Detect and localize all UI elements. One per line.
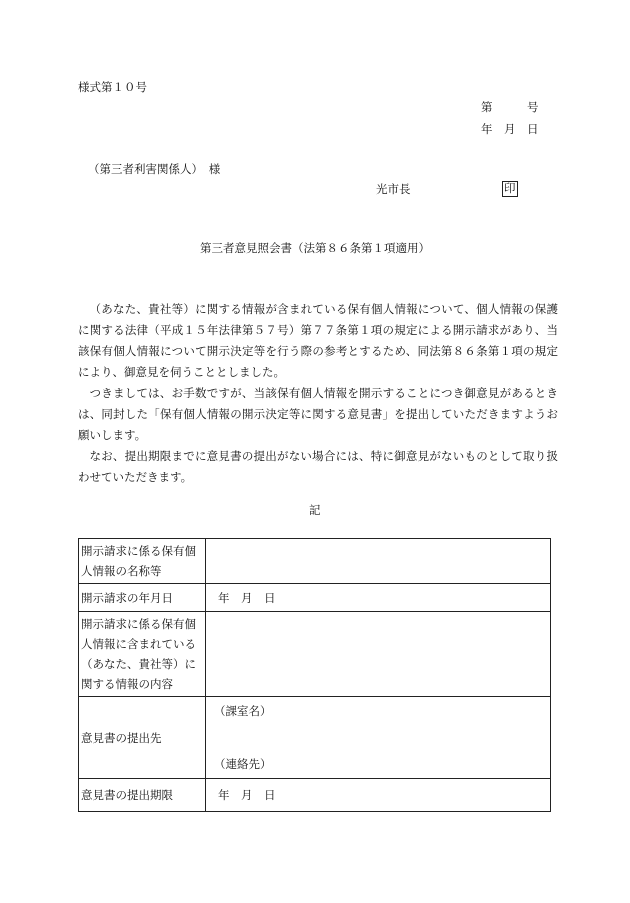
document-title: 第三者意見照会書（法第８６条第１項適用）: [200, 241, 430, 255]
seal-mark: [502, 181, 518, 197]
value-submission-deadline: 年 月 日: [206, 779, 551, 812]
table-row: [79, 539, 551, 584]
value-submission-address: [206, 697, 551, 779]
paragraph-opinion: つきましては、お手数ですが、当該保有個人情報を開示することにつき御意見があるときは、同封した「保有個人情報の開示決定等に関する意見書」を提出していただきますようお願いします。: [78, 386, 558, 442]
label-submission-deadline: 意見書の提出期限: [79, 779, 206, 812]
paragraph-deadline: なお、提出期限までに意見書の提出がない場合には、特に御意見がないものとして取り扱わせていただきます。: [78, 449, 558, 484]
table-row: [79, 697, 551, 779]
department-label: （課室名）: [214, 704, 272, 718]
value-info-name: [206, 539, 551, 584]
label-info-name: 開示請求に係る保有個人情報の名称等: [79, 539, 206, 584]
seal-label: 印: [504, 181, 516, 195]
table-row: [79, 612, 551, 697]
form-number: 様式第１０号: [78, 80, 147, 94]
body-text: [78, 299, 558, 488]
label-info-content: 開示請求に係る保有個人情報に含まれている（あなた、貴社等）に関する情報の内容: [79, 612, 206, 697]
sender-name: 光市長: [376, 182, 411, 196]
document-number: 第 号: [481, 100, 539, 114]
details-table: [78, 538, 551, 812]
value-info-content: [206, 612, 551, 697]
value-request-date: 年 月 日: [206, 584, 551, 612]
recipient-name: （第三者利害関係人） 様: [88, 162, 221, 176]
label-submission-address: 意見書の提出先: [79, 697, 206, 779]
issue-date: 年 月 日: [481, 122, 539, 136]
contact-label: （連絡先）: [214, 757, 272, 771]
label-request-date: 開示請求の年月日: [79, 584, 206, 612]
table-row: [79, 584, 551, 612]
table-row: [79, 779, 551, 812]
paragraph-request: （あなた、貴社等）に関する情報が含まれている保有個人情報について、個人情報の保護に関する法律（平成１５年法律第５７号）第７７条第１項の規定による開示請求があり、当該保有個人情報について開示決定等を行う際の参考とするため、同法第８６条第１項の規定により、御意見を伺うこととしました。: [78, 302, 558, 379]
ki-heading: 記: [309, 503, 321, 517]
